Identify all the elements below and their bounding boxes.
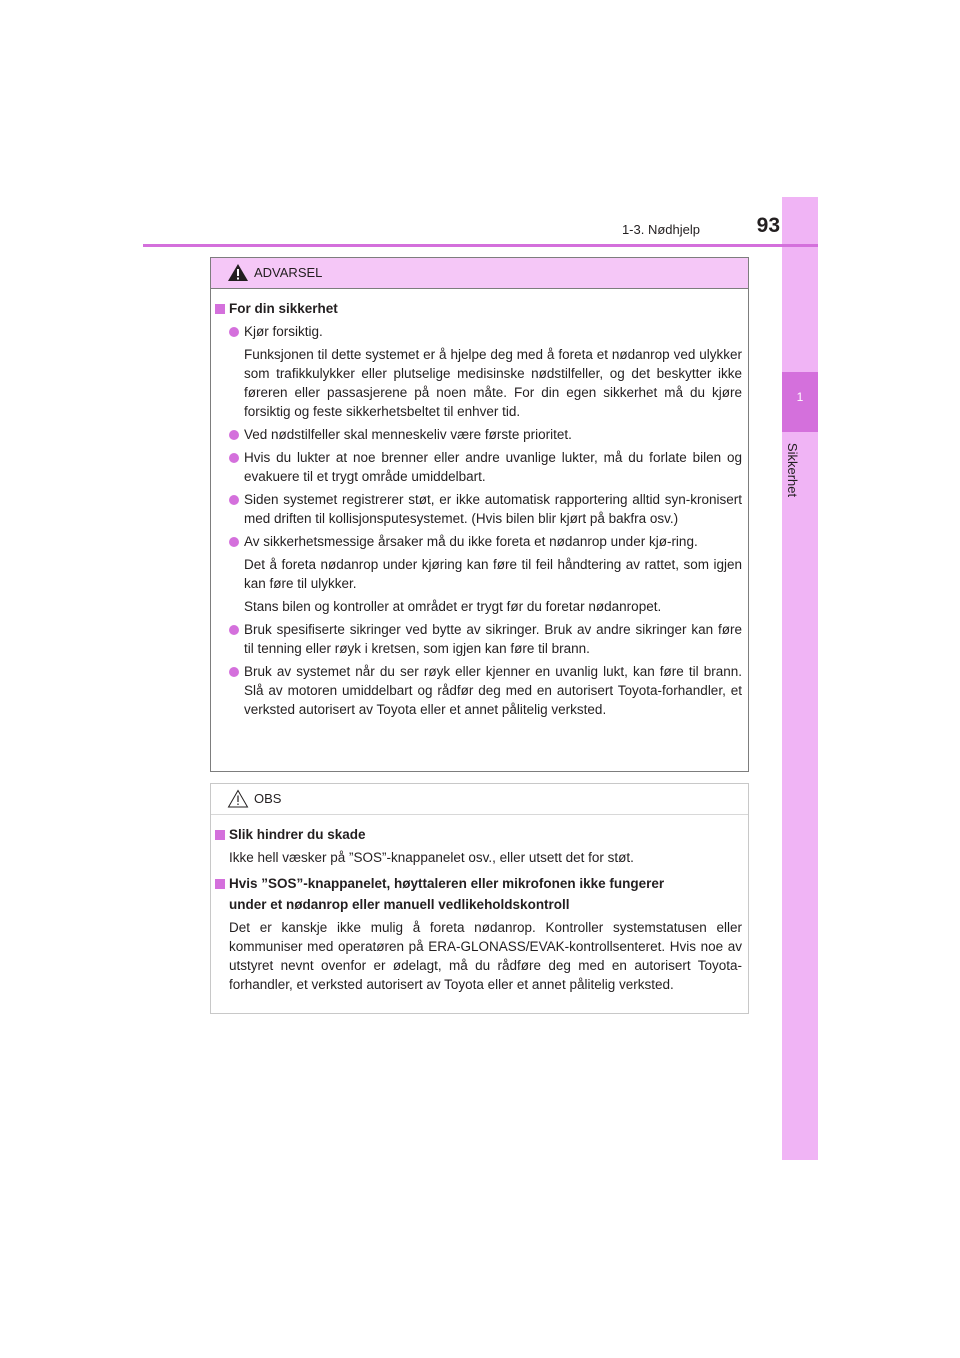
list-item <box>229 662 742 719</box>
square-bullet-icon <box>215 879 225 889</box>
warning-box <box>210 257 749 772</box>
notice-body <box>211 815 748 994</box>
list-item <box>229 620 742 658</box>
notice-paragraph: Det er kanskje ikke mulig å foreta nødanrop. Kontroller systemstatusen eller kommuniser med operatøren på ERA-GLONASS/EVAK-kontrollsenteret. Hvis noe av utstyret nevnt ovenfor er ødelagt, må du rådføre deg med en autorisert Toyota-forhandler, et verksted autorisert av Toyota eller et annet pålitelig verksted. <box>229 920 742 992</box>
caution-triangle-outline-icon <box>227 789 249 808</box>
list-item-paragraph: Funksjonen til dette systemet er å hjelpe deg med å foreta et nødanrop ved ulykker som trafikkulykker eller plutselige medisinske nødstilfeller, og det beskytter ikke føreren eller passasjerene på noen måte. For din egen sikkerhet må du kjøre forsiktig og feste sikkerhetsbeltet til enhver tid. <box>244 347 742 419</box>
round-bullet-icon <box>229 625 239 635</box>
list-item-text: Hvis du lukter at noe brenner eller andre uvanlige lukter, må du forlate bilen og evakuere til et trygt område umiddelbart. <box>244 450 742 484</box>
square-bullet-icon <box>215 304 225 314</box>
page-number: 93 <box>756 214 780 237</box>
round-bullet-icon <box>229 667 239 677</box>
warning-title: ADVARSEL <box>254 265 323 280</box>
list-item <box>229 448 742 486</box>
list-item-text: Bruk spesifiserte sikringer ved bytte av sikringer. Bruk av andre sikringer kan føre til tenning eller røyk i kretsen, som igjen kan føre til brann. <box>244 622 742 656</box>
list-item-paragraph: Det å foreta nødanrop under kjøring kan føre til feil håndtering av rattet, som igjen kan føre til ulykker. <box>244 557 742 591</box>
round-bullet-icon <box>229 495 239 505</box>
notice-heading <box>215 875 742 893</box>
notice-heading-text: Slik hindrer du skade <box>229 827 366 842</box>
list-item-text: Kjør forsiktig. <box>244 324 323 339</box>
chapter-side-tab <box>782 197 818 1160</box>
list-item-text: Av sikkerhetsmessige årsaker må du ikke foreta et nødanrop under kjø-ring. <box>244 534 698 549</box>
list-item <box>229 322 742 341</box>
notice-heading <box>215 826 742 844</box>
header-rule <box>143 244 818 247</box>
warning-heading-text: For din sikkerhet <box>229 301 338 316</box>
notice-heading-text: under et nødanrop eller manuell vedlikeholdskontroll <box>229 897 570 912</box>
list-item-text: Siden systemet registrerer støt, er ikke automatisk rapportering alltid syn-kronisert med driften til kollisjonsputesystemet. (Hvis bilen blir kjørt på bakfra osv.) <box>244 492 742 526</box>
warning-box-header <box>211 258 748 289</box>
chapter-number: 1 <box>796 390 804 404</box>
list-item <box>229 490 742 528</box>
list-item <box>229 425 742 444</box>
list-item <box>229 532 742 551</box>
list-item-text: Bruk av systemet når du ser røyk eller kjenner en uvanlig lukt, kan føre til brann. Slå av motoren umiddelbart og rådfør deg med en autorisert Toyota-forhandler, et verksted autorisert av Toyota eller et annet pålitelig verksted. <box>244 664 742 717</box>
round-bullet-icon <box>229 537 239 547</box>
notice-box <box>210 783 749 1014</box>
section-title: 1-3. Nødhjelp <box>621 222 700 237</box>
warning-heading <box>215 300 742 318</box>
notice-heading-text: Hvis ”SOS”-knappanelet, høyttaleren eller mikrofonen ikke fungerer <box>229 876 665 891</box>
notice-heading-continued <box>215 896 742 914</box>
warning-body <box>211 289 748 719</box>
notice-paragraph: Ikke hell væsker på ”SOS”-knappanelet osv., eller utsett det for støt. <box>229 850 634 865</box>
round-bullet-icon <box>229 453 239 463</box>
list-item-text: Ved nødstilfeller skal menneskeliv være første prioritet. <box>244 427 572 442</box>
warning-triangle-filled-icon <box>227 263 249 282</box>
list-item-paragraph: Stans bilen og kontroller at området er trygt før du foretar nødanropet. <box>244 599 662 614</box>
square-bullet-icon <box>215 830 225 840</box>
round-bullet-icon <box>229 327 239 337</box>
notice-title: OBS <box>254 791 282 806</box>
notice-box-header <box>211 784 748 815</box>
chapter-label: Sikkerhet <box>785 442 800 498</box>
round-bullet-icon <box>229 430 239 440</box>
